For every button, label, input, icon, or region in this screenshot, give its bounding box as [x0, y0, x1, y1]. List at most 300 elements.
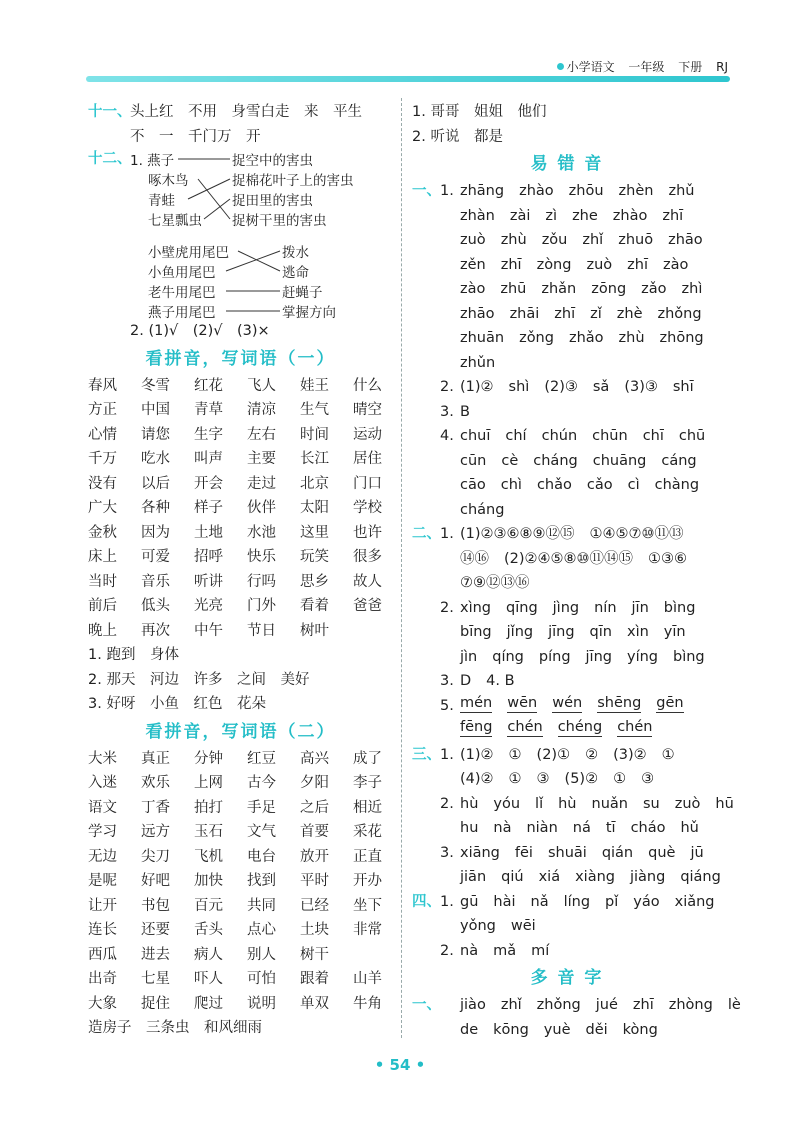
- word-cell: 捉住: [141, 995, 170, 1012]
- underlined-pinyin: shēng: [597, 694, 642, 711]
- word-cell: 树干: [300, 946, 329, 963]
- pinyin-item: chì: [500, 477, 522, 493]
- pinyin-item: tī: [605, 820, 616, 836]
- word-cell: 招呼: [194, 549, 223, 565]
- q12-part2: 2. (1)√ (2)√ (3)×: [130, 323, 270, 339]
- word-row: [88, 918, 393, 943]
- pinyin-item: xiāng: [460, 844, 500, 861]
- pinyin-group: [460, 375, 694, 400]
- word-cell: 叫声: [194, 451, 223, 467]
- pinyin-group: [460, 816, 699, 841]
- pinyin-group: [460, 743, 675, 768]
- pinyin-item: zhuō: [618, 232, 654, 248]
- pinyin-item: lè: [727, 997, 741, 1013]
- pinyin-item: shī: [672, 379, 694, 395]
- word-cell: 方正: [88, 402, 117, 418]
- pinyin-item: děi: [585, 1021, 608, 1038]
- pinyin-item: hū: [715, 795, 734, 812]
- answer-line: [412, 375, 722, 400]
- pinyin-group: [460, 522, 684, 547]
- header-info: [557, 58, 728, 75]
- q11-marker: 十一、: [88, 104, 132, 120]
- pinyin-item: zǒng: [519, 330, 554, 346]
- word-cell: 生气: [300, 402, 329, 418]
- word-cell: 尖刀: [141, 848, 170, 865]
- sec1-extra-3: 3. 好呀 小鱼 红色 花朵: [88, 696, 266, 712]
- answer-line: [412, 351, 722, 376]
- section-title-1: 看拼音，写词语（一）: [145, 348, 336, 369]
- right-column: [412, 100, 741, 1042]
- pinyin-item: jìng: [552, 599, 580, 616]
- top-answer-1: 1. 哥哥 姐姐 他们: [412, 104, 547, 120]
- word-cell: 非常: [353, 922, 382, 938]
- pinyin-item: chuī: [460, 428, 491, 444]
- word-cell: 红花: [194, 377, 223, 394]
- pinyin-item: zhuān: [460, 330, 505, 346]
- pinyin-item: wēi: [510, 918, 536, 934]
- pinyin-item: bīng: [460, 624, 492, 640]
- word-cell: 青草: [194, 402, 223, 418]
- matching-lines: [88, 149, 393, 319]
- group-marker: 三、: [412, 746, 441, 763]
- pinyin-item: cì: [627, 477, 640, 493]
- word-cell: 因为: [141, 524, 170, 541]
- pinyin-item: cūn: [460, 452, 487, 469]
- word-row: [88, 894, 393, 919]
- word-cell: 爬过: [194, 995, 223, 1012]
- pinyin-item: (1)②: [460, 379, 494, 395]
- pinyin-item: zhǐ: [582, 232, 604, 248]
- match1-left-4: 七星瓢虫: [148, 213, 202, 229]
- pinyin-item: zhī: [632, 997, 654, 1013]
- word-cell: 相近: [353, 799, 382, 816]
- underlined-pinyin: gēn: [656, 694, 684, 711]
- pinyin-item: zuò: [674, 795, 701, 812]
- word-cell: 进去: [141, 946, 170, 963]
- pinyin-item: jìn: [460, 648, 478, 665]
- pinyin-item: jīng: [585, 648, 612, 665]
- answer-line: [412, 841, 722, 866]
- word-cell: 春风: [88, 377, 117, 394]
- pinyin-item: zài: [509, 207, 531, 224]
- word-cell: 行吗: [247, 573, 276, 590]
- pinyin-item: zì: [545, 207, 558, 224]
- pinyin-item: shì: [508, 379, 530, 395]
- answer-line: [412, 449, 722, 474]
- word-cell: 太阳: [300, 500, 329, 516]
- pinyin-item: chún: [541, 428, 578, 444]
- pinyin-item: (2)①: [536, 746, 571, 763]
- word-cell: 可怕: [247, 971, 276, 987]
- answer-line: [412, 993, 741, 1018]
- pinyin-item: zuò: [586, 256, 613, 273]
- word-cell: 音乐: [141, 573, 170, 590]
- q11-text1: 头上红 不用 身雪白走 来 平生: [130, 104, 362, 120]
- pinyin-group: [460, 865, 721, 890]
- word-table-1: [88, 374, 393, 644]
- match1-left-2: 啄木鸟: [148, 173, 189, 189]
- word-cell: 点心: [247, 922, 276, 938]
- match2-right-1: 拨水: [282, 245, 309, 261]
- question-number: 2.: [440, 599, 454, 616]
- answer-line: [412, 914, 722, 939]
- word-row: [88, 796, 393, 821]
- group-marker: 一、: [412, 183, 441, 199]
- word-cell: 时间: [300, 426, 329, 443]
- pinyin-item: zhe: [572, 207, 598, 224]
- word-cell: 找到: [247, 873, 276, 889]
- word-cell: 开办: [353, 873, 382, 889]
- pinyin-item: kòng: [622, 1021, 658, 1038]
- pinyin-item: hǔ: [680, 820, 699, 836]
- pinyin-group: [460, 914, 536, 939]
- pinyin-group: [460, 302, 702, 327]
- pinyin-item: zhào: [519, 183, 554, 199]
- answer-line: [412, 228, 722, 253]
- answer-line: [412, 1018, 722, 1043]
- pinyin-item: zhāo: [460, 305, 495, 322]
- pinyin-item: pǐ: [605, 893, 619, 910]
- word-cell: 树叶: [300, 622, 329, 639]
- group-one: [412, 179, 722, 522]
- question-number: 3.: [440, 403, 454, 420]
- word-cell: 七星: [141, 971, 170, 987]
- word-cell: 北京: [300, 475, 329, 492]
- word-cell: 娃王: [300, 377, 329, 394]
- pinyin-item: ①: [508, 746, 522, 763]
- word-cell: 样子: [194, 500, 223, 516]
- pinyin-item: zào: [460, 281, 486, 297]
- pinyin-item: zhāi: [509, 305, 540, 322]
- word-row: [88, 747, 393, 772]
- pinyin-item: zěn: [460, 256, 486, 273]
- pinyin-group: [460, 890, 715, 915]
- pinyin-item: zhōng: [659, 330, 704, 346]
- word-cell: 没有: [88, 475, 117, 492]
- q11-line1: [88, 100, 393, 125]
- word-cell: 玉石: [194, 824, 223, 840]
- match1-right-2: 捉棉花叶子上的害虫: [232, 173, 354, 189]
- word-row: [88, 869, 393, 894]
- word-cell: 中午: [194, 622, 223, 639]
- pinyin-item: zhèn: [618, 183, 654, 199]
- pinyin-item: niàn: [526, 820, 558, 836]
- pinyin-item: bìng: [673, 648, 705, 665]
- pinyin-item: qiú: [501, 869, 524, 885]
- section-title-2: 看拼音，写词语（二）: [145, 721, 336, 742]
- sec1-extra-2: 2. 那天 河边 许多 之间 美好: [88, 671, 310, 688]
- q5-line1: 5. mén wēn wén shēng gēn: [440, 694, 684, 714]
- header-term: 下册: [678, 60, 703, 74]
- answer-line: [412, 498, 722, 523]
- answer-line: [412, 792, 734, 817]
- word-cell: 前后: [88, 598, 117, 614]
- pinyin-item: de: [460, 1021, 479, 1038]
- word-row: [88, 845, 393, 870]
- page-number: • 54 •: [374, 1056, 426, 1074]
- pinyin-item: jū: [690, 844, 704, 861]
- pinyin-item: yǒng: [460, 918, 496, 934]
- pinyin-item: zǐ: [590, 305, 602, 322]
- group-marker: 四、: [412, 893, 441, 910]
- word-cell: 舌头: [194, 922, 223, 938]
- pinyin-item: zhōu: [568, 183, 604, 199]
- word-cell: 学习: [88, 824, 117, 840]
- word-cell: 还要: [141, 922, 170, 938]
- word-cell: 采花: [353, 824, 382, 840]
- pinyin-group: [460, 473, 699, 498]
- underlined-pinyin: wēn: [507, 694, 538, 711]
- section-title-4: 多 音 字: [530, 968, 604, 988]
- left-column: [88, 100, 393, 1041]
- pinyin-item: mí: [531, 942, 550, 959]
- pinyin-item: qiáng: [680, 869, 721, 885]
- word-cell: 各种: [141, 500, 170, 516]
- word-cell: 大象: [88, 995, 117, 1012]
- pinyin-item: zǎo: [641, 281, 667, 297]
- pinyin-item: qíng: [492, 648, 524, 665]
- word-cell: 千万: [88, 451, 117, 467]
- pinyin-item: ①③⑥: [648, 550, 688, 567]
- answer-line: [412, 424, 722, 449]
- word-cell: 连长: [88, 922, 117, 938]
- pinyin-group: [460, 841, 704, 866]
- word-cell: 心情: [88, 426, 117, 443]
- pinyin-group: [460, 669, 515, 694]
- pinyin-item: nà: [493, 820, 512, 836]
- pinyin-item: zhǒng: [536, 997, 581, 1013]
- word-cell: 节日: [247, 622, 276, 639]
- pinyin-item: yíng: [626, 648, 658, 665]
- match2-left-3: 老牛用尾巴: [148, 285, 216, 301]
- pinyin-item: qián: [601, 844, 634, 861]
- word-cell: 爸爸: [353, 598, 382, 614]
- answer-line: [412, 669, 722, 694]
- answer-line: [412, 302, 722, 327]
- pinyin-item: cháng: [533, 452, 578, 469]
- word-row: [88, 472, 393, 497]
- word-cell: 走过: [247, 475, 276, 492]
- word-cell: 手足: [247, 799, 276, 816]
- word-cell: 大米: [88, 750, 117, 767]
- match1-right-3: 捉田里的害虫: [232, 193, 313, 209]
- pinyin-item: ⑭⑯: [460, 550, 489, 567]
- pinyin-item: què: [648, 844, 676, 861]
- answer-line: [412, 179, 722, 204]
- match1-right-1: 捉空中的害虫: [232, 153, 313, 169]
- word-cell: 远方: [141, 824, 170, 840]
- pinyin-item: kōng: [493, 1021, 529, 1038]
- word-row: [88, 447, 393, 472]
- header-subject: 小学语文: [566, 60, 615, 74]
- question-number: 4.: [440, 428, 454, 444]
- question-number: 1.: [440, 183, 454, 199]
- word-row: [88, 521, 393, 546]
- pinyin-group: [460, 400, 470, 425]
- word-cell: 门外: [247, 598, 276, 614]
- pinyin-item: su: [642, 795, 660, 812]
- group-marker: 二、: [412, 526, 441, 542]
- answer-line: [412, 204, 722, 229]
- pinyin-item: (3)③: [624, 379, 658, 395]
- pinyin-item: jīng: [548, 624, 575, 640]
- word-cell: 再次: [141, 622, 170, 639]
- answer-line: [412, 473, 722, 498]
- word-cell: 拍打: [194, 799, 223, 816]
- pinyin-item: jiān: [460, 869, 487, 885]
- word-row: [88, 570, 393, 595]
- pinyin-item: ③: [641, 771, 655, 787]
- word-cell: 放开: [300, 848, 329, 865]
- word-cell: 看着: [300, 598, 329, 614]
- pinyin-item: ③: [536, 771, 550, 787]
- word-cell: 床上: [88, 549, 117, 565]
- question-number: 1.: [440, 526, 454, 542]
- pinyin-item: (4)②: [460, 771, 494, 787]
- q5-underlined-b: [460, 718, 652, 737]
- pinyin-item: líng: [563, 893, 591, 910]
- pinyin-item: zhàn: [460, 207, 495, 224]
- answer-line: [412, 767, 722, 792]
- word-cell: 低头: [141, 598, 170, 614]
- pinyin-group: [460, 204, 683, 229]
- q5-line2: [412, 718, 722, 743]
- word-cell: 之后: [300, 799, 329, 816]
- word-cell: 坐下: [353, 897, 382, 914]
- pinyin-group: [460, 1018, 658, 1043]
- question-number: 1.: [440, 893, 454, 910]
- word-row: [88, 398, 393, 423]
- group-three: [412, 743, 734, 890]
- pinyin-item: (5)②: [564, 771, 599, 787]
- pinyin-item: sǎ: [592, 379, 610, 395]
- word-cell: 听讲: [194, 573, 223, 590]
- word-cell: 左右: [247, 426, 276, 443]
- match2-right-3: 赶蝇子: [282, 285, 323, 301]
- pinyin-group: [460, 993, 741, 1018]
- word-cell: 清凉: [247, 402, 276, 418]
- pinyin-group: [460, 228, 703, 253]
- word-cell: 上网: [194, 775, 223, 791]
- answer-line: [412, 522, 722, 547]
- pinyin-item: gū: [460, 893, 479, 910]
- pinyin-item: xìng: [460, 599, 492, 616]
- header-bar: [86, 76, 730, 82]
- word-cell: 病人: [194, 946, 223, 963]
- pinyin-item: píng: [538, 648, 571, 665]
- pinyin-group: [460, 498, 504, 523]
- pinyin-item: hài: [493, 893, 516, 910]
- pinyin-item: zhǎo: [568, 330, 604, 346]
- pinyin-group: [460, 767, 654, 792]
- word-cell: 生字: [194, 426, 223, 443]
- pinyin-item: chī: [642, 428, 664, 444]
- word-cell: 居住: [353, 451, 382, 467]
- pinyin-item: ①: [613, 771, 627, 787]
- word-cell: 出奇: [88, 971, 117, 987]
- word-cell: 以后: [141, 475, 170, 492]
- answer-line: [412, 326, 722, 351]
- pinyin-group: [460, 326, 704, 351]
- pinyin-group: [460, 424, 705, 449]
- pinyin-group: [460, 645, 705, 670]
- question-number: 3.: [440, 673, 454, 689]
- pinyin-item: ①: [661, 746, 675, 763]
- word-cell: 也许: [353, 524, 382, 541]
- pinyin-item: chǎo: [536, 477, 572, 493]
- word-cell: 夕阳: [300, 775, 329, 791]
- pinyin-group: [460, 351, 495, 376]
- q11-text2: 不 一 千门万 开: [130, 128, 261, 145]
- pinyin-item: zòng: [536, 256, 572, 273]
- pinyin-item: fēi: [514, 844, 533, 861]
- question-number: 2.: [440, 942, 454, 959]
- pinyin-item: zōng: [591, 281, 627, 297]
- match2-right-4: 掌握方向: [282, 305, 336, 321]
- match1-left-3: 青蛙: [148, 193, 175, 209]
- pinyin-group: [460, 596, 695, 621]
- word-cell: 文气: [247, 824, 276, 840]
- word-cell: 学校: [353, 500, 382, 516]
- word-cell: 广大: [88, 500, 117, 516]
- pinyin-item: zhǎn: [541, 281, 577, 297]
- word-cell: 丁香: [141, 799, 170, 816]
- answer-line: [412, 620, 722, 645]
- underlined-pinyin: chéng: [557, 719, 603, 735]
- pinyin-item: cè: [501, 452, 519, 469]
- underlined-pinyin: fēng: [460, 719, 493, 735]
- pinyin-item: zhòng: [668, 997, 713, 1013]
- pinyin-item: zhǔ: [668, 183, 695, 199]
- pinyin-item: qīng: [506, 599, 538, 616]
- word-cell: 高兴: [300, 750, 329, 767]
- pinyin-item: hu: [460, 820, 479, 836]
- q5-underlined-a: [460, 694, 684, 713]
- word-cell: 这里: [300, 524, 329, 541]
- match2-left-2: 小鱼用尾巴: [148, 265, 216, 281]
- word-cell: 分钟: [194, 750, 223, 767]
- pinyin-item: nǎ: [530, 893, 549, 910]
- pinyin-item: mǎ: [493, 942, 517, 959]
- header-grade: 一年级: [628, 60, 665, 74]
- word-cell: 主要: [247, 451, 276, 467]
- pinyin-item: lǐ: [535, 795, 544, 812]
- answer-line: [412, 890, 722, 915]
- pinyin-item: chàng: [654, 477, 700, 493]
- word-cell: 吃水: [141, 451, 170, 467]
- sec2-extra: 造房子 三条虫 和风细雨: [88, 1020, 262, 1036]
- word-cell: 运动: [353, 426, 382, 443]
- word-cell: 长江: [300, 451, 329, 467]
- answer-line: [412, 596, 722, 621]
- pinyin-item: nà: [460, 942, 479, 959]
- pinyin-item: cǎo: [586, 477, 613, 493]
- word-row: [88, 423, 393, 448]
- pinyin-item: ①④⑤⑦⑩⑪⑬: [589, 526, 684, 542]
- header-edition: RJ: [716, 60, 728, 74]
- word-cell: 开会: [194, 475, 223, 492]
- word-cell: 百元: [194, 897, 223, 914]
- pinyin-item: cháng: [460, 501, 505, 518]
- pinyin-item: zǒu: [541, 232, 568, 248]
- word-cell: 无边: [88, 848, 117, 865]
- word-cell: 真正: [141, 750, 170, 767]
- word-row: [88, 619, 393, 644]
- pinyin-group: [460, 449, 697, 474]
- word-cell: 什么: [353, 377, 382, 394]
- group-polyphone: [412, 993, 741, 1042]
- pinyin-item: zhǒng: [657, 305, 702, 322]
